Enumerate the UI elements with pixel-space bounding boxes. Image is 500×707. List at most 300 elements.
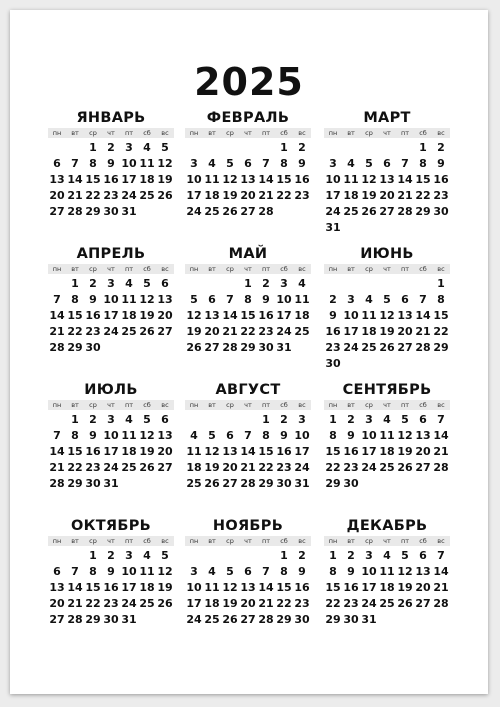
day-cell: 2	[298, 141, 306, 154]
day-cell: 11	[361, 309, 377, 322]
day-cell: 28	[258, 205, 274, 218]
day-cell: 20	[49, 189, 65, 202]
weekday-header	[48, 400, 174, 410]
day-cell: 15	[276, 581, 292, 594]
days-grid	[48, 140, 174, 220]
day-cell: 26	[139, 325, 155, 338]
day-empty	[221, 140, 239, 156]
day-cell: 28	[240, 477, 256, 490]
weekday-label: вт	[347, 265, 355, 273]
day-cell: 19	[186, 325, 202, 338]
weekday-label: вс	[298, 537, 306, 545]
day-cell: 12	[139, 429, 155, 442]
day-cell: 29	[433, 341, 449, 354]
day-cell: 18	[139, 581, 155, 594]
month-block	[324, 380, 450, 492]
day-cell: 26	[379, 341, 395, 354]
day-cell: 12	[397, 429, 413, 442]
day-cell: 12	[222, 581, 238, 594]
weekday-label: чт	[107, 537, 115, 545]
weekday-label: сб	[419, 401, 427, 409]
day-cell: 26	[139, 461, 155, 474]
day-cell: 12	[157, 157, 173, 170]
weekday-label: пн	[328, 401, 338, 409]
weekday-header	[324, 536, 450, 546]
day-empty	[342, 276, 360, 292]
weekday-label: вт	[71, 129, 79, 137]
day-cell: 27	[415, 597, 431, 610]
day-cell: 23	[258, 325, 274, 338]
day-cell: 24	[361, 461, 377, 474]
day-cell: 17	[186, 597, 202, 610]
day-cell: 19	[157, 173, 173, 186]
day-cell: 7	[262, 565, 270, 578]
day-cell: 5	[190, 293, 198, 306]
day-cell: 10	[294, 429, 310, 442]
day-cell: 18	[379, 445, 395, 458]
weekday-label: ср	[89, 537, 97, 545]
weekday-label: ср	[89, 265, 97, 273]
day-cell: 20	[415, 445, 431, 458]
day-cell: 6	[383, 157, 391, 170]
day-cell: 4	[383, 549, 391, 562]
day-cell: 28	[67, 205, 83, 218]
weekday-label: ср	[365, 537, 373, 545]
weekday-label: вт	[208, 129, 216, 137]
day-cell: 27	[415, 461, 431, 474]
month-block	[48, 244, 174, 356]
day-cell: 21	[49, 325, 65, 338]
day-cell: 25	[204, 613, 220, 626]
weekday-label: пн	[328, 537, 338, 545]
day-cell: 28	[49, 341, 65, 354]
day-cell: 30	[85, 341, 101, 354]
weekday-label: пт	[124, 129, 134, 137]
day-cell: 31	[103, 477, 119, 490]
weekday-label: пн	[189, 537, 199, 545]
day-cell: 16	[85, 309, 101, 322]
day-cell: 28	[433, 461, 449, 474]
day-cell: 14	[49, 309, 65, 322]
weekday-label: вс	[298, 265, 306, 273]
day-cell: 27	[49, 205, 65, 218]
weekday-label: вт	[347, 537, 355, 545]
day-cell: 9	[437, 157, 445, 170]
day-cell: 31	[361, 613, 377, 626]
day-cell: 10	[121, 157, 137, 170]
day-cell: 11	[121, 293, 137, 306]
day-cell: 16	[258, 309, 274, 322]
day-cell: 31	[325, 221, 341, 234]
weekday-label: пт	[124, 265, 134, 273]
day-cell: 29	[325, 477, 341, 490]
day-cell: 8	[89, 565, 97, 578]
day-cell: 26	[186, 341, 202, 354]
day-cell: 25	[379, 597, 395, 610]
day-cell: 29	[85, 613, 101, 626]
weekday-label: вс	[161, 129, 169, 137]
day-cell: 9	[107, 157, 115, 170]
day-cell: 5	[401, 549, 409, 562]
day-cell: 12	[204, 445, 220, 458]
day-empty	[48, 548, 66, 564]
day-empty	[48, 276, 66, 292]
day-cell: 9	[89, 429, 97, 442]
weekday-label: вт	[347, 129, 355, 137]
day-empty	[185, 276, 203, 292]
day-cell: 17	[276, 309, 292, 322]
weekday-label: пн	[189, 129, 199, 137]
day-cell: 5	[401, 413, 409, 426]
day-cell: 15	[67, 445, 83, 458]
day-cell: 1	[329, 413, 337, 426]
day-cell: 24	[325, 205, 341, 218]
weekday-label: чт	[383, 537, 391, 545]
day-cell: 25	[379, 461, 395, 474]
day-cell: 15	[325, 445, 341, 458]
day-cell: 1	[71, 413, 79, 426]
day-cell: 6	[161, 277, 169, 290]
day-cell: 12	[222, 173, 238, 186]
weekday-label: вс	[437, 265, 445, 273]
day-cell: 30	[343, 613, 359, 626]
day-cell: 22	[276, 597, 292, 610]
day-cell: 10	[103, 293, 119, 306]
day-cell: 8	[244, 293, 252, 306]
day-empty	[185, 548, 203, 564]
day-cell: 21	[415, 325, 431, 338]
day-cell: 2	[298, 549, 306, 562]
day-cell: 6	[208, 293, 216, 306]
day-empty	[203, 412, 221, 428]
day-cell: 7	[419, 293, 427, 306]
days-grid	[48, 548, 174, 628]
weekday-header	[324, 264, 450, 274]
weekday-label: вс	[298, 129, 306, 137]
day-cell: 2	[262, 277, 270, 290]
day-cell: 24	[103, 325, 119, 338]
day-empty	[396, 276, 414, 292]
day-cell: 19	[157, 581, 173, 594]
weekday-label: ср	[226, 129, 234, 137]
day-cell: 14	[433, 565, 449, 578]
weekday-label: чт	[383, 129, 391, 137]
day-cell: 29	[240, 341, 256, 354]
day-cell: 1	[262, 413, 270, 426]
day-cell: 18	[204, 597, 220, 610]
day-cell: 21	[67, 189, 83, 202]
day-cell: 21	[397, 189, 413, 202]
weekday-label: вт	[208, 265, 216, 273]
day-cell: 19	[361, 189, 377, 202]
day-cell: 9	[89, 293, 97, 306]
day-cell: 1	[280, 549, 288, 562]
day-cell: 30	[85, 477, 101, 490]
weekday-label: сб	[143, 537, 151, 545]
day-cell: 30	[258, 341, 274, 354]
day-cell: 30	[433, 205, 449, 218]
day-cell: 5	[161, 549, 169, 562]
day-cell: 26	[157, 597, 173, 610]
day-empty	[203, 548, 221, 564]
day-cell: 4	[143, 549, 151, 562]
day-cell: 1	[437, 277, 445, 290]
day-cell: 21	[49, 461, 65, 474]
day-cell: 16	[103, 581, 119, 594]
day-cell: 10	[276, 293, 292, 306]
day-cell: 12	[139, 293, 155, 306]
month-name: СЕНТЯБРЬ	[342, 382, 432, 398]
day-cell: 28	[258, 613, 274, 626]
day-cell: 5	[143, 277, 151, 290]
day-empty	[378, 276, 396, 292]
day-cell: 26	[222, 205, 238, 218]
weekday-label: сб	[143, 401, 151, 409]
day-cell: 19	[397, 445, 413, 458]
month-block	[185, 516, 311, 628]
day-empty	[48, 140, 66, 156]
day-cell: 11	[379, 565, 395, 578]
day-cell: 20	[240, 189, 256, 202]
weekday-label: пт	[124, 537, 134, 545]
day-cell: 15	[258, 445, 274, 458]
day-cell: 3	[190, 157, 198, 170]
day-cell: 2	[89, 413, 97, 426]
weekday-label: вс	[437, 401, 445, 409]
weekday-label: чт	[107, 129, 115, 137]
day-cell: 11	[121, 429, 137, 442]
day-cell: 15	[433, 309, 449, 322]
day-cell: 20	[397, 325, 413, 338]
day-cell: 8	[419, 157, 427, 170]
day-cell: 1	[419, 141, 427, 154]
day-cell: 18	[294, 309, 310, 322]
day-cell: 15	[85, 173, 101, 186]
day-cell: 23	[325, 341, 341, 354]
day-cell: 9	[298, 565, 306, 578]
days-grid	[185, 276, 311, 356]
day-cell: 14	[258, 173, 274, 186]
day-cell: 11	[204, 173, 220, 186]
day-cell: 18	[121, 445, 137, 458]
weekday-label: пн	[52, 537, 62, 545]
weekday-label: вт	[71, 401, 79, 409]
day-cell: 10	[121, 565, 137, 578]
day-cell: 6	[419, 549, 427, 562]
month-name: ИЮЛЬ	[84, 382, 138, 398]
weekday-header	[48, 264, 174, 274]
day-cell: 22	[325, 461, 341, 474]
day-cell: 17	[103, 445, 119, 458]
day-cell: 16	[294, 581, 310, 594]
day-empty	[342, 140, 360, 156]
day-cell: 26	[397, 597, 413, 610]
day-cell: 3	[329, 157, 337, 170]
month-name: ОКТЯБРЬ	[70, 518, 152, 534]
day-cell: 4	[125, 277, 133, 290]
weekday-label: ср	[226, 265, 234, 273]
day-cell: 27	[397, 341, 413, 354]
month-name: ИЮНЬ	[360, 246, 414, 262]
day-cell: 24	[103, 461, 119, 474]
day-cell: 22	[85, 597, 101, 610]
weekday-label: сб	[280, 401, 288, 409]
day-cell: 17	[325, 189, 341, 202]
day-empty	[414, 276, 432, 292]
day-cell: 26	[157, 189, 173, 202]
day-cell: 21	[258, 597, 274, 610]
month-name: ДЕКАБРЬ	[346, 518, 428, 534]
day-cell: 20	[49, 597, 65, 610]
day-cell: 6	[244, 565, 252, 578]
day-cell: 1	[280, 141, 288, 154]
day-cell: 19	[222, 189, 238, 202]
weekday-label: сб	[280, 537, 288, 545]
day-cell: 23	[276, 461, 292, 474]
weekday-label: пт	[261, 537, 271, 545]
day-empty	[203, 276, 221, 292]
days-grid	[324, 548, 450, 628]
day-cell: 4	[365, 293, 373, 306]
day-cell: 24	[121, 189, 137, 202]
day-cell: 20	[415, 581, 431, 594]
day-cell: 17	[121, 173, 137, 186]
day-cell: 25	[361, 341, 377, 354]
day-cell: 11	[204, 581, 220, 594]
day-cell: 13	[49, 581, 65, 594]
day-cell: 24	[343, 341, 359, 354]
day-cell: 27	[204, 341, 220, 354]
weekday-label: пн	[52, 129, 62, 137]
day-cell: 28	[49, 477, 65, 490]
day-cell: 31	[121, 613, 137, 626]
day-cell: 14	[49, 445, 65, 458]
day-empty	[360, 276, 378, 292]
month-name: АВГУСТ	[215, 382, 281, 398]
day-cell: 9	[329, 309, 337, 322]
day-cell: 1	[89, 549, 97, 562]
day-cell: 2	[329, 293, 337, 306]
weekday-label: пн	[189, 401, 199, 409]
day-cell: 10	[186, 173, 202, 186]
day-cell: 25	[343, 205, 359, 218]
month-name: НОЯБРЬ	[212, 518, 284, 534]
day-cell: 23	[85, 461, 101, 474]
day-cell: 18	[121, 309, 137, 322]
day-empty	[185, 140, 203, 156]
day-cell: 22	[67, 325, 83, 338]
day-cell: 10	[361, 565, 377, 578]
day-cell: 22	[240, 325, 256, 338]
day-cell: 25	[186, 477, 202, 490]
days-grid	[185, 548, 311, 628]
day-cell: 14	[258, 581, 274, 594]
weekday-label: вт	[347, 401, 355, 409]
day-cell: 28	[433, 597, 449, 610]
day-cell: 21	[433, 445, 449, 458]
day-cell: 7	[244, 429, 252, 442]
day-cell: 18	[139, 173, 155, 186]
weekday-header	[185, 400, 311, 410]
day-cell: 28	[67, 613, 83, 626]
day-cell: 7	[437, 413, 445, 426]
day-cell: 6	[401, 293, 409, 306]
day-cell: 13	[379, 173, 395, 186]
weekday-label: вт	[208, 401, 216, 409]
day-cell: 18	[343, 189, 359, 202]
day-cell: 31	[276, 341, 292, 354]
days-grid	[48, 276, 174, 356]
day-cell: 23	[433, 189, 449, 202]
month-name: МАЙ	[228, 246, 268, 262]
day-cell: 21	[240, 461, 256, 474]
day-cell: 24	[186, 205, 202, 218]
day-cell: 13	[240, 173, 256, 186]
day-cell: 15	[240, 309, 256, 322]
weekday-label: вс	[437, 129, 445, 137]
day-cell: 20	[379, 189, 395, 202]
day-cell: 13	[157, 293, 173, 306]
weekday-label: пт	[400, 537, 410, 545]
day-cell: 17	[294, 445, 310, 458]
day-cell: 19	[204, 461, 220, 474]
day-cell: 4	[190, 429, 198, 442]
calendar-sheet	[10, 10, 488, 694]
day-empty	[221, 412, 239, 428]
day-cell: 30	[103, 205, 119, 218]
day-cell: 3	[107, 277, 115, 290]
weekday-label: пт	[400, 401, 410, 409]
day-cell: 5	[161, 141, 169, 154]
day-cell: 3	[280, 277, 288, 290]
day-cell: 20	[240, 597, 256, 610]
days-grid	[185, 412, 311, 492]
weekday-header	[185, 536, 311, 546]
month-block	[324, 108, 450, 236]
day-cell: 19	[379, 325, 395, 338]
day-empty	[396, 140, 414, 156]
day-cell: 4	[208, 157, 216, 170]
day-cell: 24	[121, 597, 137, 610]
day-cell: 17	[186, 189, 202, 202]
day-cell: 6	[161, 413, 169, 426]
day-cell: 5	[226, 157, 234, 170]
days-grid	[48, 412, 174, 492]
day-cell: 10	[186, 581, 202, 594]
day-cell: 19	[139, 309, 155, 322]
weekday-label: вт	[208, 537, 216, 545]
month-name: ЯНВАРЬ	[76, 110, 146, 126]
day-cell: 6	[53, 157, 61, 170]
day-empty	[185, 412, 203, 428]
day-cell: 21	[433, 581, 449, 594]
day-cell: 15	[415, 173, 431, 186]
day-cell: 17	[121, 581, 137, 594]
day-cell: 13	[415, 565, 431, 578]
day-cell: 23	[294, 597, 310, 610]
day-cell: 5	[226, 565, 234, 578]
day-cell: 10	[325, 173, 341, 186]
weekday-label: ср	[89, 401, 97, 409]
day-cell: 27	[379, 205, 395, 218]
day-cell: 16	[103, 173, 119, 186]
day-cell: 26	[204, 477, 220, 490]
day-cell: 18	[379, 581, 395, 594]
day-cell: 20	[157, 309, 173, 322]
month-block	[48, 108, 174, 220]
day-cell: 27	[240, 205, 256, 218]
day-cell: 20	[157, 445, 173, 458]
